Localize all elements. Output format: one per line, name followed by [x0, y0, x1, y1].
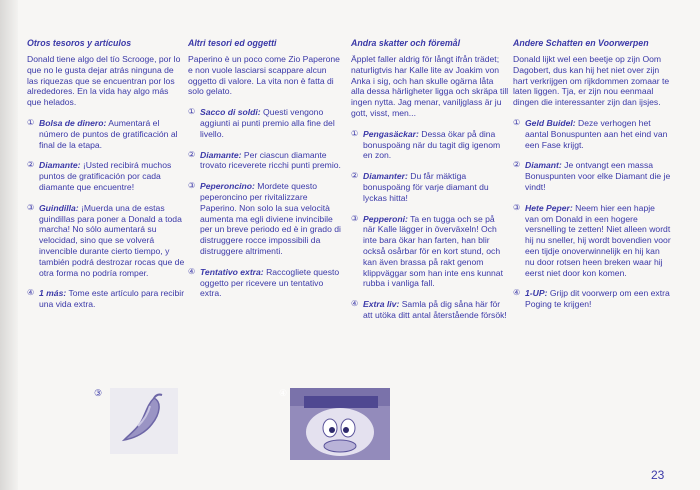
section-intro: Donald tiene algo del tío Scrooge, por lo que no le gusta dejar atrás ninguna de las riquezas que se encuentran por los alrededores. En la vida hay algo más que helados.: [27, 54, 181, 108]
list-item: [27, 203, 185, 279]
item-text: Dessa ökar på dina bonuspoäng när du tagit dig igenom en zon.: [363, 128, 501, 161]
item-term: Diamant:: [525, 160, 562, 171]
item-number: ①: [188, 107, 196, 117]
item-term: 1 más:: [39, 288, 67, 299]
column-dutch: [513, 38, 671, 320]
section-title: Andra skatter och föremål: [351, 38, 461, 48]
item-text: Mordete questo peperoncino per rivitalizzare Paperino. Non solo la sua velocità aumenta ma egli diviene invincibile per un breve periodo ed è in grado di distruggere rocce impossibili da distruggere altrimenti.: [200, 181, 341, 256]
list-item: [188, 150, 346, 172]
item-number: ①: [27, 117, 35, 127]
item-term: Sacco di soldi:: [200, 107, 261, 118]
column-spanish: [27, 38, 185, 320]
chili-pepper-icon: [110, 388, 178, 454]
section-intro: Paperino è un poco come Zio Paperone e non vuole lasciarsi scappare alcun oggetto di valore. La vita non è fatta di solo gelato.: [188, 54, 340, 97]
column-italian: [188, 38, 346, 309]
item-number: ③: [351, 213, 359, 223]
list-item: [27, 160, 185, 192]
item-text: Ta en tugga och se på när Kalle lägger in överväxeln! Och inte bara ökar han farten, han blir också osårbar för en kort stund, och kan även brassa på rakt genom klippväggar som han inte ens kunnat rubba i vanliga fall.: [363, 213, 503, 289]
list-item: [513, 203, 671, 279]
list-item: [351, 171, 509, 203]
list-item: [188, 267, 346, 299]
item-term: Diamante:: [39, 160, 81, 171]
item-number: ③: [27, 202, 35, 212]
item-text: ¡Usted recibirá muchos puntos de gratificación por cada diamante que encuentre!: [39, 160, 172, 192]
item-text: Deze verhogen het aantal Bonuspunten aan het eind van een Fase krijgt.: [525, 117, 668, 150]
item-text: Samla på dig såna här för att utöka ditt antal återstående försök!: [363, 299, 507, 320]
item-term: Pepperoni:: [363, 213, 408, 224]
list-item: [27, 288, 185, 310]
item-number: ④: [27, 288, 35, 298]
item-term: Guindilla:: [39, 202, 79, 213]
item-text: Aumentará el número de puntos de gratificación al final de la etapa.: [39, 117, 178, 150]
item-text: Du får mäktiga bonuspoäng för varje diamant du lyckas hitta!: [363, 171, 489, 203]
item-term: Pengasäckar:: [363, 128, 419, 139]
item-number: ②: [188, 149, 196, 159]
item-text: Je ontvangt een massa Bonuspunten voor elke Diamant die je vindt!: [525, 160, 671, 192]
item-number: ③: [513, 202, 521, 212]
donald-face-icon: [290, 388, 390, 460]
section-title: Altri tesori ed oggetti: [188, 38, 277, 48]
column-swedish: [351, 38, 509, 331]
item-text: Raccogliete questo oggetto per ricevere un tentativo extra.: [200, 266, 340, 299]
item-number: ①: [513, 117, 521, 127]
list-item: [27, 118, 185, 150]
list-item: [513, 160, 671, 192]
item-text: Questi vengono aggiunti ai punti premio alla fine del livello.: [200, 107, 335, 139]
list-item: [188, 181, 346, 257]
item-number: ④: [188, 266, 196, 276]
item-term: Diamante:: [200, 149, 242, 160]
item-number: ②: [27, 160, 35, 170]
item-term: Extra liv:: [363, 299, 400, 310]
section-intro: Donald lijkt wel een beetje op zijn Oom Dagobert, dus kan hij het niet over zijn hart verkrijgen om rijkdommen zomaar te laten liggen. Tja, er zijn nou eenmaal dingen die interessanter zijn dan ijsjes.: [513, 54, 670, 108]
list-item: [351, 214, 509, 290]
item-term: Peperoncino:: [200, 181, 255, 192]
section-title: Andere Schatten en Voorwerpen: [513, 38, 649, 48]
list-item: [351, 299, 509, 321]
item-number: ④: [351, 299, 359, 309]
item-term: 1-UP:: [525, 288, 548, 299]
list-item: [351, 129, 509, 161]
list-item: [188, 107, 346, 139]
figure-marker-3: ③: [94, 388, 103, 398]
item-number: ③: [188, 181, 196, 191]
item-term: Geld Buidel:: [525, 117, 576, 128]
item-text: Tome este artículo para recibir una vida extra.: [39, 288, 185, 310]
section-intro: Äpplet faller aldrig för långt ifrån trädet; naturligtvis har Kalle lite av Joakim von Anka i sig, och han skulle ogärna låta alla dessa härligheter ligga och skräpa till ingen nytta. Jag menar, vaniljglass är ju gott, visst, men...: [351, 54, 509, 118]
item-text: ¡Muerda una de estas guindillas para poner a Donald a toda marcha! No sólo aumentará su velocidad, sino que se volverá invencible durante cierto tiempo, y también podrá destrozar rocas que de otra forma no podría romper.: [39, 202, 185, 278]
item-term: Diamanter:: [363, 171, 408, 182]
page-fold-shadow: [0, 0, 18, 490]
page-number: 23: [651, 468, 665, 482]
list-item: [513, 118, 671, 150]
item-number: ①: [351, 128, 359, 138]
list-item: [513, 288, 671, 310]
item-number: ②: [513, 160, 521, 170]
item-text: Neem hier een hapje van om Donald in een hogere versnelling te zetten! Niet alleen wordt hij nu sneller, hij wordt bovendien voor een tijdje onoverwinnelijk en hij kan nu door rotsen heen breken waar hij eerst niet door kon komen.: [525, 202, 671, 278]
section-title: Otros tesoros y artículos: [27, 38, 132, 48]
item-number: ②: [351, 171, 359, 181]
item-term: Tentativo extra:: [200, 266, 264, 277]
item-text: Per ciascun diamante trovato riceverete ricchi punti premio.: [200, 149, 341, 171]
item-term: Hete Peper:: [525, 202, 573, 213]
item-term: Bolsa de dinero:: [39, 117, 107, 128]
figure-marker-4: ④: [279, 388, 288, 398]
item-text: Grijp dit voorwerp om een extra Poging te krijgen!: [525, 288, 670, 310]
item-number: ④: [513, 288, 521, 298]
